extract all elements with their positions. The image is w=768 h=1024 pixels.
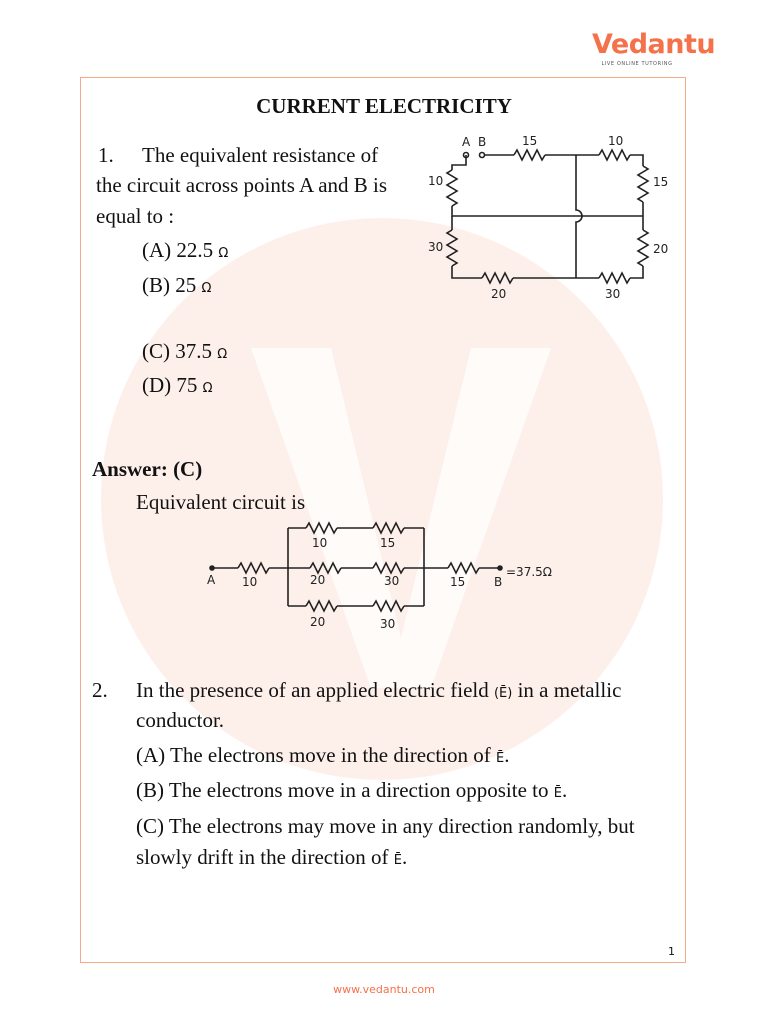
circuit1-label-a: A [462,135,471,149]
q2-line2: conductor. [136,708,225,732]
logo-name: Vedantu [592,29,716,60]
q1-number: 1. [98,143,114,167]
circuit2-r-top2: 15 [380,536,396,550]
page-title: CURRENT ELECTRICITY [256,94,512,118]
circuit1-r-right-bottom: 20 [653,242,669,256]
circuit1-r-bottom-right: 30 [605,287,621,301]
page-number: 1 [668,945,675,958]
q2-number: 2. [92,678,108,702]
q2-option-a: (A) The electrons move in the direction of Ē. [136,743,510,767]
circuit2-r-bot1: 20 [310,615,326,629]
answer-text: Equivalent circuit is [136,490,306,514]
circuit2-r-b: 15 [450,575,466,589]
circuit1-r-left-bottom: 30 [428,240,444,254]
answer-label: Answer: (C) [92,457,203,481]
circuit1-r-top-right: 10 [608,134,624,148]
circuit-diagram-1 [418,130,678,310]
circuit2-r-mid1: 20 [310,573,326,587]
q1-option-d: (D) 75 Ω [142,373,213,397]
circuit-diagram-2 [200,518,580,638]
vedantu-logo [592,29,716,70]
circuit2-r-a: 10 [242,575,258,589]
circuit1-r-left-top: 10 [428,174,444,188]
logo-tagline: LIVE ONLINE TUTORING [601,61,673,67]
footer-link[interactable]: www.vedantu.com [333,983,435,996]
q1-line3: equal to : [96,204,175,228]
q1-line1: The equivalent resistance of [142,143,379,167]
circuit2-r-bot2: 30 [380,617,396,631]
circuit1-label-b: B [478,135,487,149]
circuit2-r-top1: 10 [312,536,328,550]
circuit1-r-bottom-left: 20 [491,287,507,301]
circuit2-label-b: B [494,575,503,589]
field-symbol: (Ē) [493,686,513,701]
q2-option-b: (B) The electrons move in a direction opposite to Ē. [136,778,568,802]
circuit2-r-mid2: 30 [384,574,400,588]
q1-option-c: (C) 37.5 Ω [142,339,228,363]
circuit1-r-top-mid: 15 [522,134,538,148]
circuit2-label-a: A [207,573,216,587]
q2-line1: In the presence of an applied electric field (Ē) in a metallic [136,678,622,702]
circuit2-result: =37.5Ω [506,565,552,579]
q2-option-c-line1: (C) The electrons may move in any direction randomly, but [136,814,635,838]
q1-option-a: (A) 22.5 Ω [142,238,229,262]
q2-option-c-line2: slowly drift in the direction of Ē. [136,845,408,869]
q1-option-b: (B) 25 Ω [142,273,212,297]
circuit1-r-right-top: 15 [653,175,669,189]
q1-line2: the circuit across points A and B is [96,173,388,197]
